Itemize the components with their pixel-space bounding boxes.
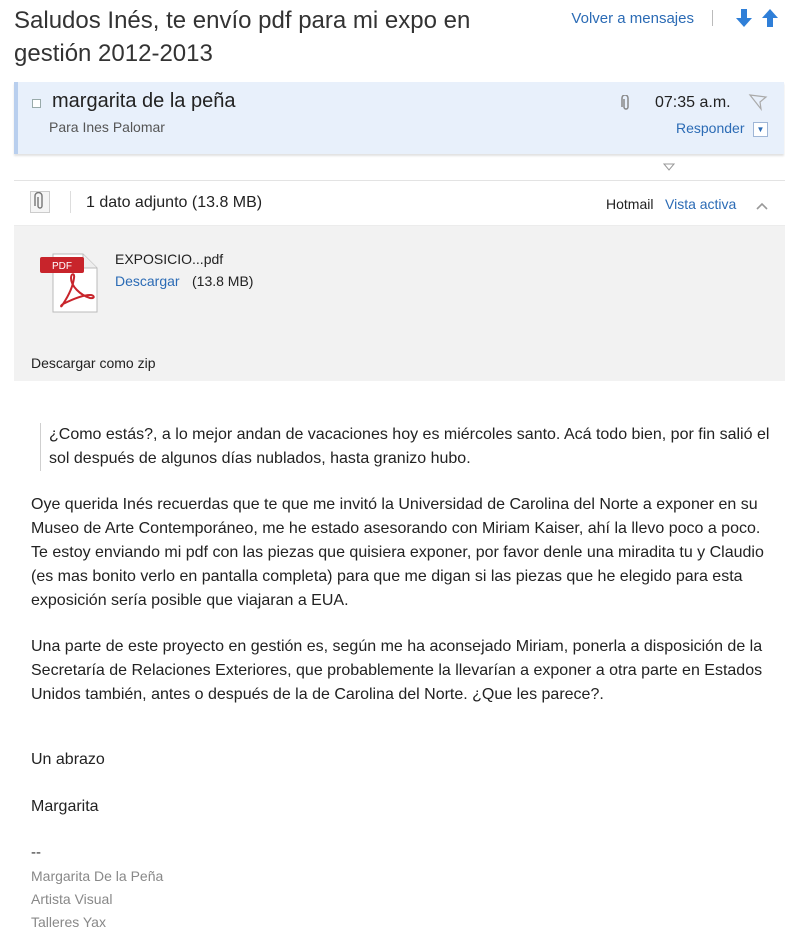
attachment-count: 1 dato adjunto (13.8 MB): [86, 194, 263, 211]
message-time: 07:35 a.m.: [655, 94, 731, 111]
signoff-name: Margarita: [31, 798, 99, 815]
attachments-divider: [70, 191, 71, 213]
back-to-messages-link[interactable]: Volver a mensajes: [571, 9, 694, 27]
message-subject: Saludos Inés, te envío pdf para mi expo en gestión 2012-2013: [14, 7, 471, 67]
pdf-icon-label: PDF: [52, 261, 72, 272]
collapse-attachments-chevron-up-icon[interactable]: [756, 197, 768, 215]
recipient-line: Para Ines Palomar: [49, 119, 165, 135]
body-paragraph: Oye querida Inés recuerdas que te que me invitó la Universidad de Carolina del Norte a exponer en su Museo de Arte Contemporáneo, me he estado asesorando con Miriam Kaiser, ahí la llevo poco a poco. Te estoy enviando mi pdf con las piezas que quisiera exponer, por favor denle una miradita tu y Claudio (es mas bonito verlo en pantalla completa) para que me digan si las piezas que he elegido para esta exposición sería posible que viajaran a EUA.: [31, 496, 764, 609]
attachment-panel: [14, 226, 785, 381]
signature-line: Margarita De la Peña: [31, 868, 164, 884]
quoted-text: ¿Como estás?, a lo mejor andan de vacaciones hoy es miércoles santo. Acá todo bien, por fin salió el sol después de algunos días nublados, hasta granizo hubo.: [40, 423, 779, 471]
collapse-header-triangle-icon[interactable]: [663, 158, 675, 176]
download-as-zip-link[interactable]: Descargar como zip: [31, 355, 156, 371]
attachment-file-size: (13.8 MB): [192, 273, 254, 289]
attachments-bar: [14, 180, 785, 226]
sender-presence-icon: [32, 99, 41, 108]
sender-name[interactable]: margarita de la peña: [52, 90, 236, 112]
signature-line: Talleres Yax: [31, 914, 106, 930]
signature-line: Artista Visual: [31, 891, 113, 907]
reply-dropdown-chevron-down-icon[interactable]: ▼: [753, 122, 768, 137]
next-message-down-arrow-icon[interactable]: [735, 8, 753, 28]
hotmail-label: Hotmail: [606, 196, 654, 212]
pdf-file-icon[interactable]: [40, 250, 102, 319]
message-header: [14, 82, 784, 154]
flag-icon[interactable]: [748, 93, 768, 116]
body-paragraph: Una parte de este proyecto en gestión es, según me ha aconsejado Miriam, ponerla a disposición de la Secretaría de Relaciones Exteriores, que probablemente la llevarían a exponer a otra parte en Estados Unidos también, antes o después de la de Carolina del Norte. ¿Que les parece?.: [31, 638, 763, 703]
attachment-file-name[interactable]: EXPOSICIO...pdf: [115, 251, 224, 267]
active-view-link[interactable]: Vista activa: [665, 196, 737, 212]
paperclip-icon: [621, 95, 631, 116]
nav-divider: [712, 10, 713, 26]
reply-button[interactable]: Responder: [676, 120, 745, 136]
top-navigation: [571, 8, 779, 28]
signature-separator: --: [31, 844, 41, 861]
previous-message-up-arrow-icon[interactable]: [761, 8, 779, 28]
attachment-paperclip-icon: [30, 191, 50, 213]
closing-text: Un abrazo: [31, 751, 105, 768]
download-link[interactable]: Descargar: [115, 273, 180, 289]
